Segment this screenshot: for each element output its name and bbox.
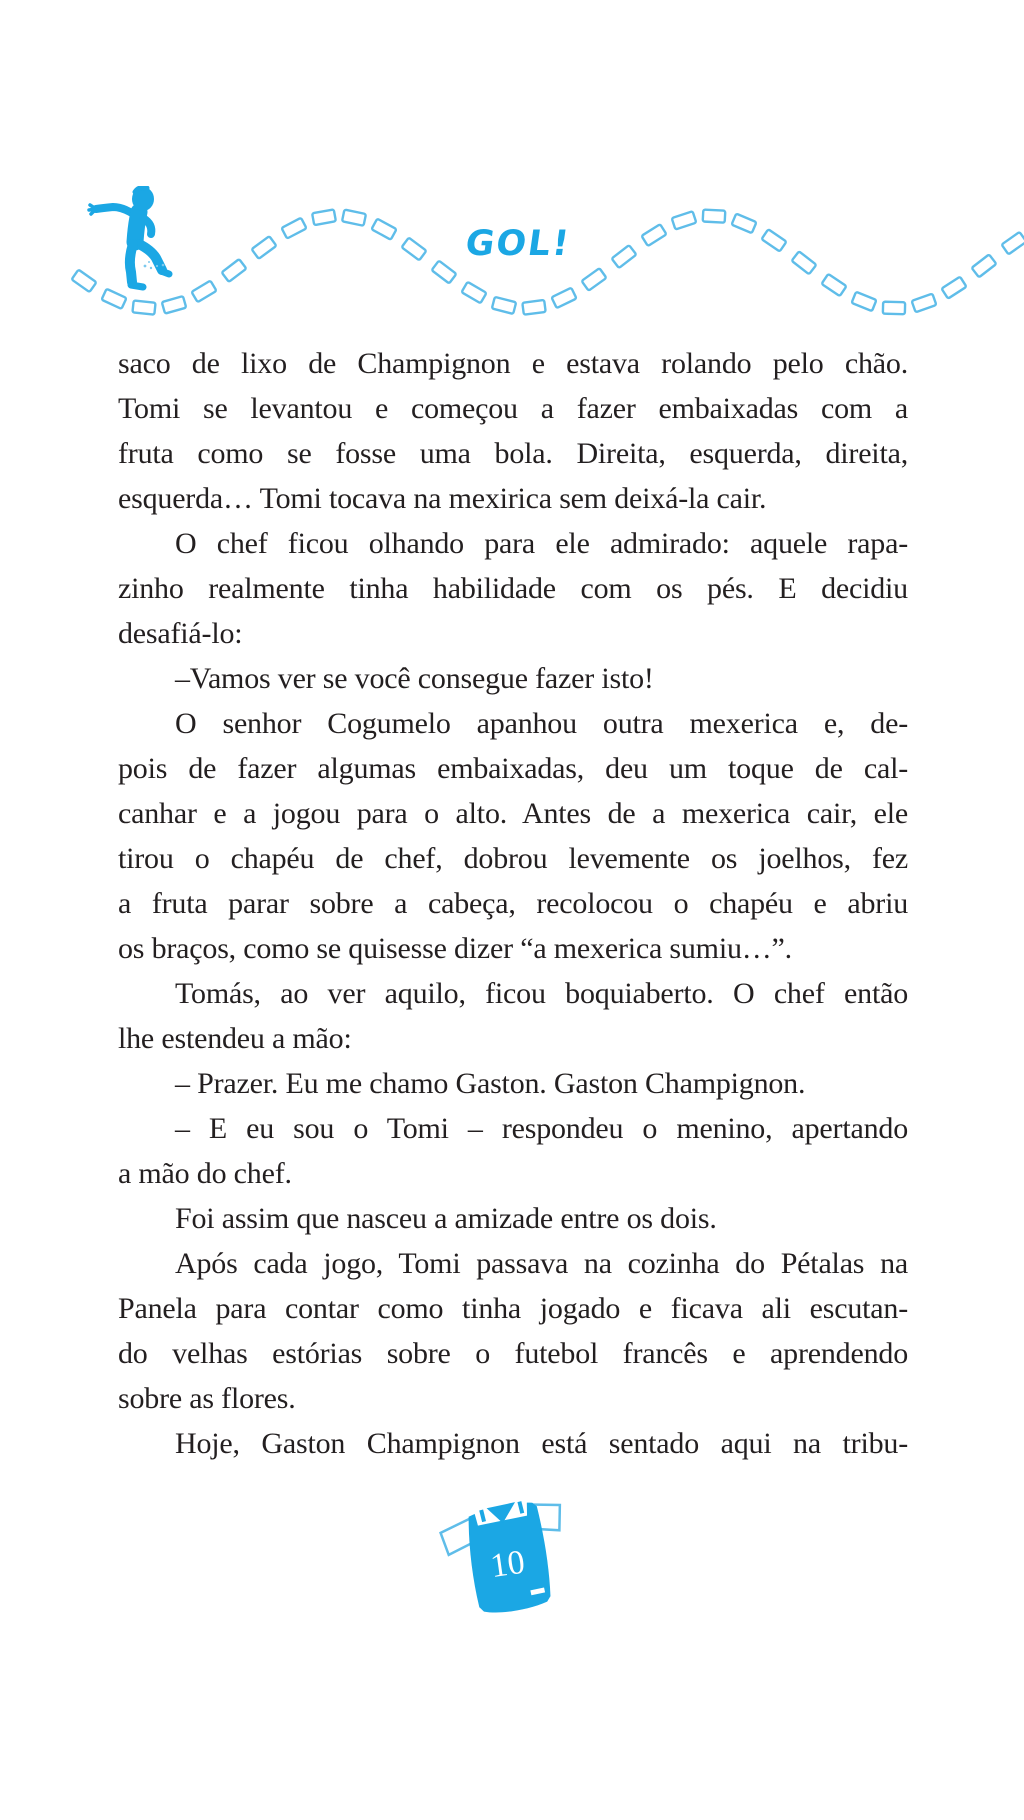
- text-line: lhe estendeu a mão:: [118, 1022, 352, 1055]
- page-number-badge: [431, 1481, 581, 1638]
- text-line: saco de lixo de Champignon e estava rolando pelo chão.: [118, 347, 908, 380]
- body-text: [118, 341, 908, 1466]
- text-line: os braços, como se quisesse dizer “a mexerica sumiu…”.: [118, 932, 792, 965]
- text-line: desafiá-lo:: [118, 617, 243, 650]
- soccer-player-icon: [86, 186, 176, 292]
- text-line: – E eu sou o Tomi – respondeu o menino, apertando: [175, 1112, 908, 1145]
- text-line: O senhor Cogumelo apanhou outra mexerica e, de-: [175, 707, 908, 740]
- text-line: zinho realmente tinha habilidade com os pés. E decidiu: [118, 572, 908, 605]
- text-line: – Prazer. Eu me chamo Gaston. Gaston Champignon.: [175, 1067, 806, 1100]
- soccer-jersey-icon: [431, 1481, 581, 1638]
- text-line: Panela para contar como tinha jogado e ficava ali escutan-: [118, 1292, 908, 1325]
- text-line: pois de fazer algumas embaixadas, deu um toque de cal-: [118, 752, 908, 785]
- text-line: canhar e a jogou para o alto. Antes de a mexerica cair, ele: [118, 797, 908, 830]
- chapter-title: GOL!: [462, 224, 574, 264]
- text-line: sobre as flores.: [118, 1382, 296, 1415]
- text-line: Tomi se levantou e começou a fazer embaixadas com a: [118, 392, 908, 425]
- text-line: tirou o chapéu de chef, dobrou levemente os joelhos, fez: [118, 842, 908, 875]
- text-line: Hoje, Gaston Champignon está sentado aqui na tribu-: [175, 1427, 908, 1460]
- text-line: Foi assim que nasceu a amizade entre os dois.: [175, 1202, 717, 1235]
- text-line: –Vamos ver se você consegue fazer isto!: [175, 662, 654, 695]
- text-line: do velhas estórias sobre o futebol francês e aprendendo: [118, 1337, 908, 1370]
- page-number: 10: [488, 1543, 528, 1586]
- text-line: a mão do chef.: [118, 1157, 292, 1190]
- text-line: a fruta parar sobre a cabeça, recolocou o chapéu e abriu: [118, 887, 908, 920]
- text-line: Tomás, ao ver aquilo, ficou boquiaberto. O chef então: [175, 977, 908, 1010]
- text-line: fruta como se fosse uma bola. Direita, esquerda, direita,: [118, 437, 908, 470]
- text-line: esquerda… Tomi tocava na mexirica sem deixá-la cair.: [118, 482, 767, 515]
- text-line: Após cada jogo, Tomi passava na cozinha do Pétalas na: [175, 1247, 908, 1280]
- text-line: O chef ficou olhando para ele admirado: aquele rapa-: [175, 527, 908, 560]
